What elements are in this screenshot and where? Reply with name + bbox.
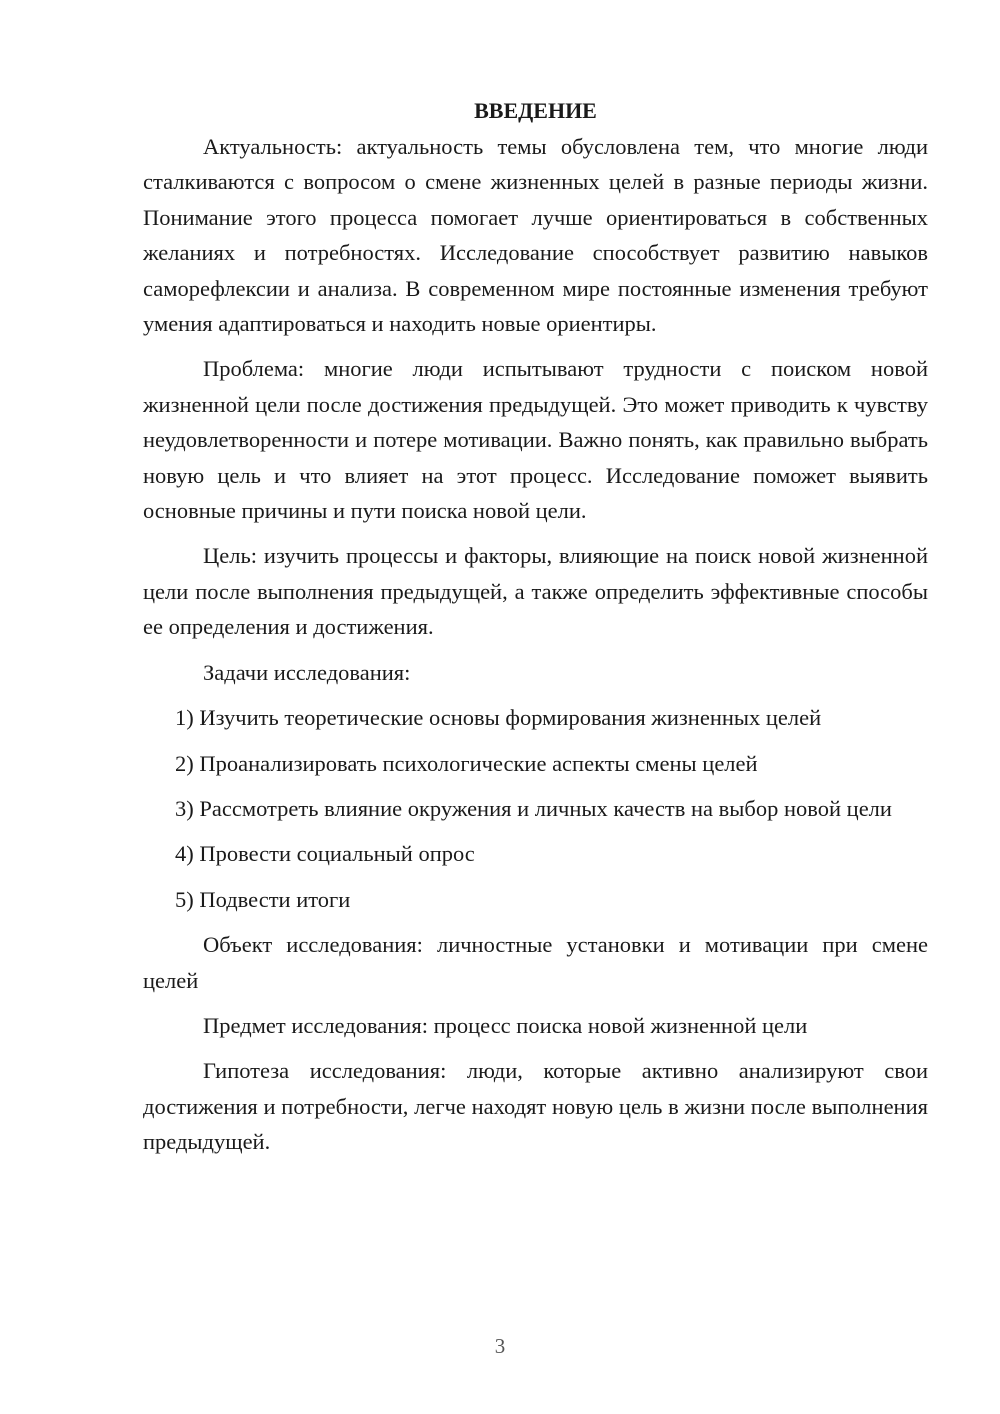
- task-item-4: 4) Провести социальный опрос: [175, 841, 475, 867]
- subject-paragraph: Предмет исследования: процесс поиска новой жизненной цели: [203, 1012, 808, 1038]
- page-number: 3: [494, 1334, 506, 1358]
- goal-paragraph: Цель: изучить процессы и факторы, влияющие на поиск новой жизненной цели после выполнения предыдущей, а также определить эффективные способы ее определения и достижения.: [143, 543, 928, 640]
- task-item-5: 5) Подвести итоги: [175, 886, 351, 912]
- problem-paragraph: Проблема: многие люди испытывают трудности с поиском новой жизненной цели после достижения предыдущей. Это может приводить к чувству неудовлетворенности и потере мотивации. Важно понять, как правильно выбрать новую цель и что влияет на этот процесс. Исследование поможет выявить основные причины и пути поиска новой цели.: [143, 356, 928, 524]
- section-heading: ВВЕДЕНИЕ: [474, 98, 597, 123]
- object-paragraph: Объект исследования: личностные установки и мотивации при смене целей: [143, 932, 928, 993]
- tasks-heading: Задачи исследования:: [203, 659, 411, 685]
- task-item-1: 1) Изучить теоретические основы формирования жизненных целей: [175, 705, 822, 731]
- page-content: [143, 96, 928, 1170]
- hypothesis-paragraph: Гипотеза исследования: люди, которые активно анализируют свои достижения и потребности, легче находят новую цель в жизни после выполнения предыдущей.: [143, 1058, 928, 1155]
- relevance-paragraph: Актуальность: актуальность темы обусловлена тем, что многие люди сталкиваются с вопросом о смене жизненных целей в разные периоды жизни. Понимание этого процесса помогает лучше ориентироваться в собственных желаниях и потребностях. Исследование способствует развитию навыков саморефлексии и анализа. В современном мире постоянные изменения требуют умения адаптироваться и находить новые ориентиры.: [143, 134, 928, 337]
- task-item-2: 2) Проанализировать психологические аспекты смены целей: [175, 750, 758, 776]
- task-item-3: 3) Рассмотреть влияние окружения и личных качеств на выбор новой цели: [175, 795, 892, 821]
